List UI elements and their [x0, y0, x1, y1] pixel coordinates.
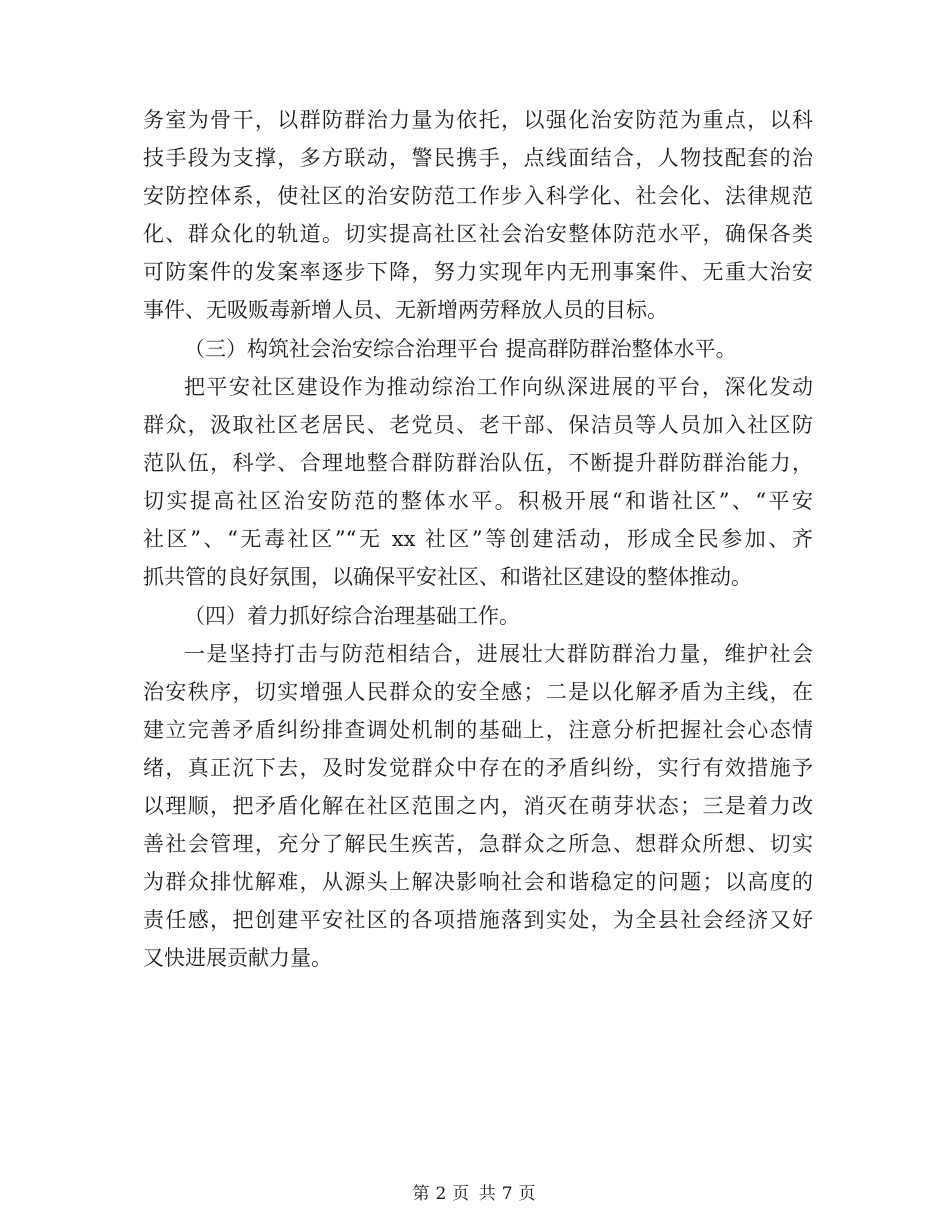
text-line: 切实提高社区治安防范的整体水平。积极开展“和谐社区”、“平安	[143, 489, 813, 513]
footer-prefix: 第	[412, 1184, 432, 1204]
text-line: 群众，汲取社区老居民、老党员、老干部、保洁员等人员加入社区防	[143, 413, 813, 437]
total-pages-number: 7	[501, 1184, 515, 1204]
text-line: 化、群众化的轨道。切实提高社区社会治安整体防范水平，确保各类	[143, 222, 813, 246]
text-line: 可防案件的发案率逐步下降，努力实现年内无刑事案件、无重大治安	[143, 260, 813, 284]
text-line: 事件、无吸贩毒新增人员、无新增两劳释放人员的目标。	[143, 298, 668, 322]
page-footer	[0, 1183, 950, 1205]
text-line: 以理顺，把矛盾化解在社区范围之内，消灭在萌芽状态；三是着力改	[143, 794, 813, 818]
section-heading: （四）着力抓好综合治理基础工作。	[184, 604, 520, 628]
footer-middle: 页 共	[452, 1184, 498, 1204]
text-line: 为群众排忧解难，从源头上解决影响社会和谐稳定的问题；以高度的	[143, 870, 813, 894]
text-line: 务室为骨干，以群防群治力量为依托，以强化治安防范为重点，以科	[143, 108, 813, 132]
text-line: 建立完善矛盾纠纷排查调处机制的基础上，注意分析把握社会心态情	[143, 718, 813, 742]
text-line: 抓共管的良好氛围，以确保平安社区、和谐社区建设的整体推动。	[143, 565, 752, 589]
text-line: 把平安社区建设作为推动综治工作向纵深进展的平台，深化发动	[184, 375, 813, 399]
text-line: 技手段为支撑，多方联动，警民携手，点线面结合，人物技配套的治	[143, 146, 813, 170]
text-line: 又快进展贡献力量。	[143, 946, 332, 970]
text-line: 范队伍，科学、合理地整合群防群治队伍，不断提升群防群治能力，	[143, 451, 813, 475]
text-line: 一是坚持打击与防范相结合，进展壮大群防群治力量，维护社会	[184, 642, 813, 666]
text-line: 安防控体系，使社区的治安防范工作步入科学化、社会化、法律规范	[143, 184, 813, 208]
section-heading: （三）构筑社会治安综合治理平台 提高群防群治整体水平。	[184, 337, 737, 361]
text-line: 治安秩序，切实增强人民群众的安全感；二是以化解矛盾为主线，在	[143, 680, 813, 704]
text-line: 责任感，把创建平安社区的各项措施落到实处，为全县社会经济又好	[143, 908, 813, 932]
footer-suffix: 页	[518, 1184, 538, 1204]
current-page-number: 2	[435, 1184, 449, 1204]
text-line: 善社会管理，充分了解民生疾苦，急群众之所急、想群众所想、切实	[143, 832, 813, 856]
text-line: 社区”、“无毒社区”“无 xx 社区”等创建活动，形成全民参加、齐	[143, 527, 813, 551]
text-line: 绪，真正沉下去，及时发觉群众中存在的矛盾纠纷，实行有效措施予	[143, 756, 813, 780]
